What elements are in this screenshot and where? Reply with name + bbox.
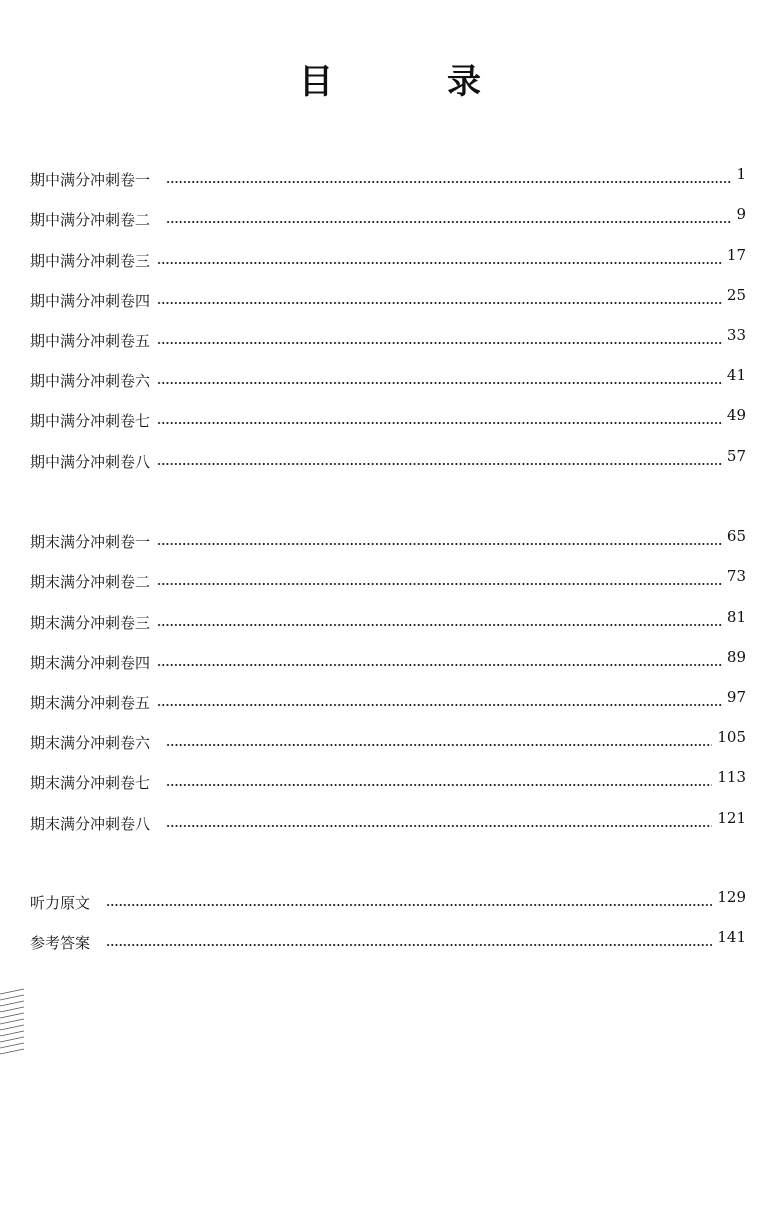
toc-entry-label: 期末满分冲刺卷四	[30, 653, 151, 672]
page-edge-hatching	[0, 988, 26, 1056]
toc-entry[interactable]	[30, 232, 746, 272]
dot-leader	[157, 543, 722, 545]
toc-entry-page: 89	[726, 647, 746, 666]
toc-entry-page: 121	[717, 808, 746, 827]
toc-entry-label: 期末满分冲刺卷三	[30, 613, 151, 632]
toc-entry-page: 73	[726, 567, 746, 586]
toc-entry-label: 期末满分冲刺卷一	[30, 533, 151, 552]
dot-leader	[166, 825, 712, 827]
toc-entry-page: 9	[736, 205, 746, 224]
dot-leader	[157, 382, 722, 384]
toc-section-final	[30, 514, 746, 836]
toc-entry-label: 期中满分冲刺卷六	[30, 372, 151, 391]
dot-leader	[166, 744, 712, 746]
toc-entry[interactable]	[30, 192, 746, 232]
toc-entry[interactable]	[30, 313, 746, 353]
toc-entry-page: 17	[726, 245, 746, 264]
toc-entry-label: 期中满分冲刺卷八	[30, 452, 151, 471]
toc-entry-label: 期中满分冲刺卷一	[30, 171, 151, 190]
toc-entry[interactable]	[30, 755, 746, 795]
toc-section-appendix	[30, 875, 746, 955]
toc-entry-label: 期中满分冲刺卷二	[30, 211, 151, 230]
dot-leader	[157, 342, 722, 344]
dot-leader	[157, 302, 722, 304]
page-title: 目 录	[299, 62, 521, 102]
toc-entry[interactable]	[30, 635, 746, 675]
dot-leader	[106, 904, 712, 906]
toc-entry-page: 25	[726, 285, 746, 304]
toc-entry-page: 97	[726, 687, 746, 706]
toc-entry[interactable]	[30, 433, 746, 473]
toc-entry[interactable]	[30, 675, 746, 715]
toc-entry[interactable]	[30, 152, 746, 192]
toc-section-midterm	[30, 152, 746, 474]
dot-leader	[166, 221, 731, 223]
toc-entry[interactable]	[30, 554, 746, 594]
toc-entry-label: 听力原文	[30, 894, 91, 913]
toc-entry-page: 65	[726, 527, 746, 546]
toc-entry-page: 105	[717, 728, 746, 747]
dot-leader	[157, 583, 722, 585]
toc-entry-label: 参考答案	[30, 934, 91, 953]
toc-entry-label: 期末满分冲刺卷二	[30, 573, 151, 592]
dot-leader	[166, 784, 712, 786]
dot-leader	[157, 624, 722, 626]
toc-entry-label: 期中满分冲刺卷七	[30, 412, 151, 431]
toc-entry[interactable]	[30, 273, 746, 313]
dot-leader	[106, 944, 712, 946]
toc-entry[interactable]	[30, 353, 746, 393]
toc-entry-label: 期末满分冲刺卷五	[30, 693, 151, 712]
toc-entry[interactable]	[30, 795, 746, 835]
dot-leader	[157, 664, 722, 666]
toc-entry-page: 81	[726, 607, 746, 626]
toc-entry-page: 57	[726, 446, 746, 465]
toc-entry-label: 期中满分冲刺卷三	[30, 251, 151, 270]
dot-leader	[157, 463, 722, 465]
toc-entry[interactable]	[30, 715, 746, 755]
toc-entry[interactable]	[30, 915, 746, 955]
toc-entry-label: 期末满分冲刺卷七	[30, 774, 151, 793]
toc-entry-label: 期末满分冲刺卷六	[30, 734, 151, 753]
toc-entry-page: 113	[717, 768, 746, 787]
toc-entry-page: 49	[726, 406, 746, 425]
toc-entry-page: 41	[726, 366, 746, 385]
toc-entry-label: 期中满分冲刺卷四	[30, 291, 151, 310]
dot-leader	[157, 422, 722, 424]
dot-leader	[157, 704, 722, 706]
toc-entry-page: 141	[717, 928, 746, 947]
toc-entry-label: 期末满分冲刺卷八	[30, 814, 151, 833]
dot-leader	[157, 262, 722, 264]
toc-entry[interactable]	[30, 393, 746, 433]
toc-entry[interactable]	[30, 875, 746, 915]
toc-entry-page: 1	[736, 165, 746, 184]
toc-entry[interactable]	[30, 514, 746, 554]
toc-entry-page: 129	[717, 888, 746, 907]
toc-entry[interactable]	[30, 594, 746, 634]
dot-leader	[166, 181, 731, 183]
toc-entry-label: 期中满分冲刺卷五	[30, 331, 151, 350]
toc-entry-page: 33	[726, 325, 746, 344]
